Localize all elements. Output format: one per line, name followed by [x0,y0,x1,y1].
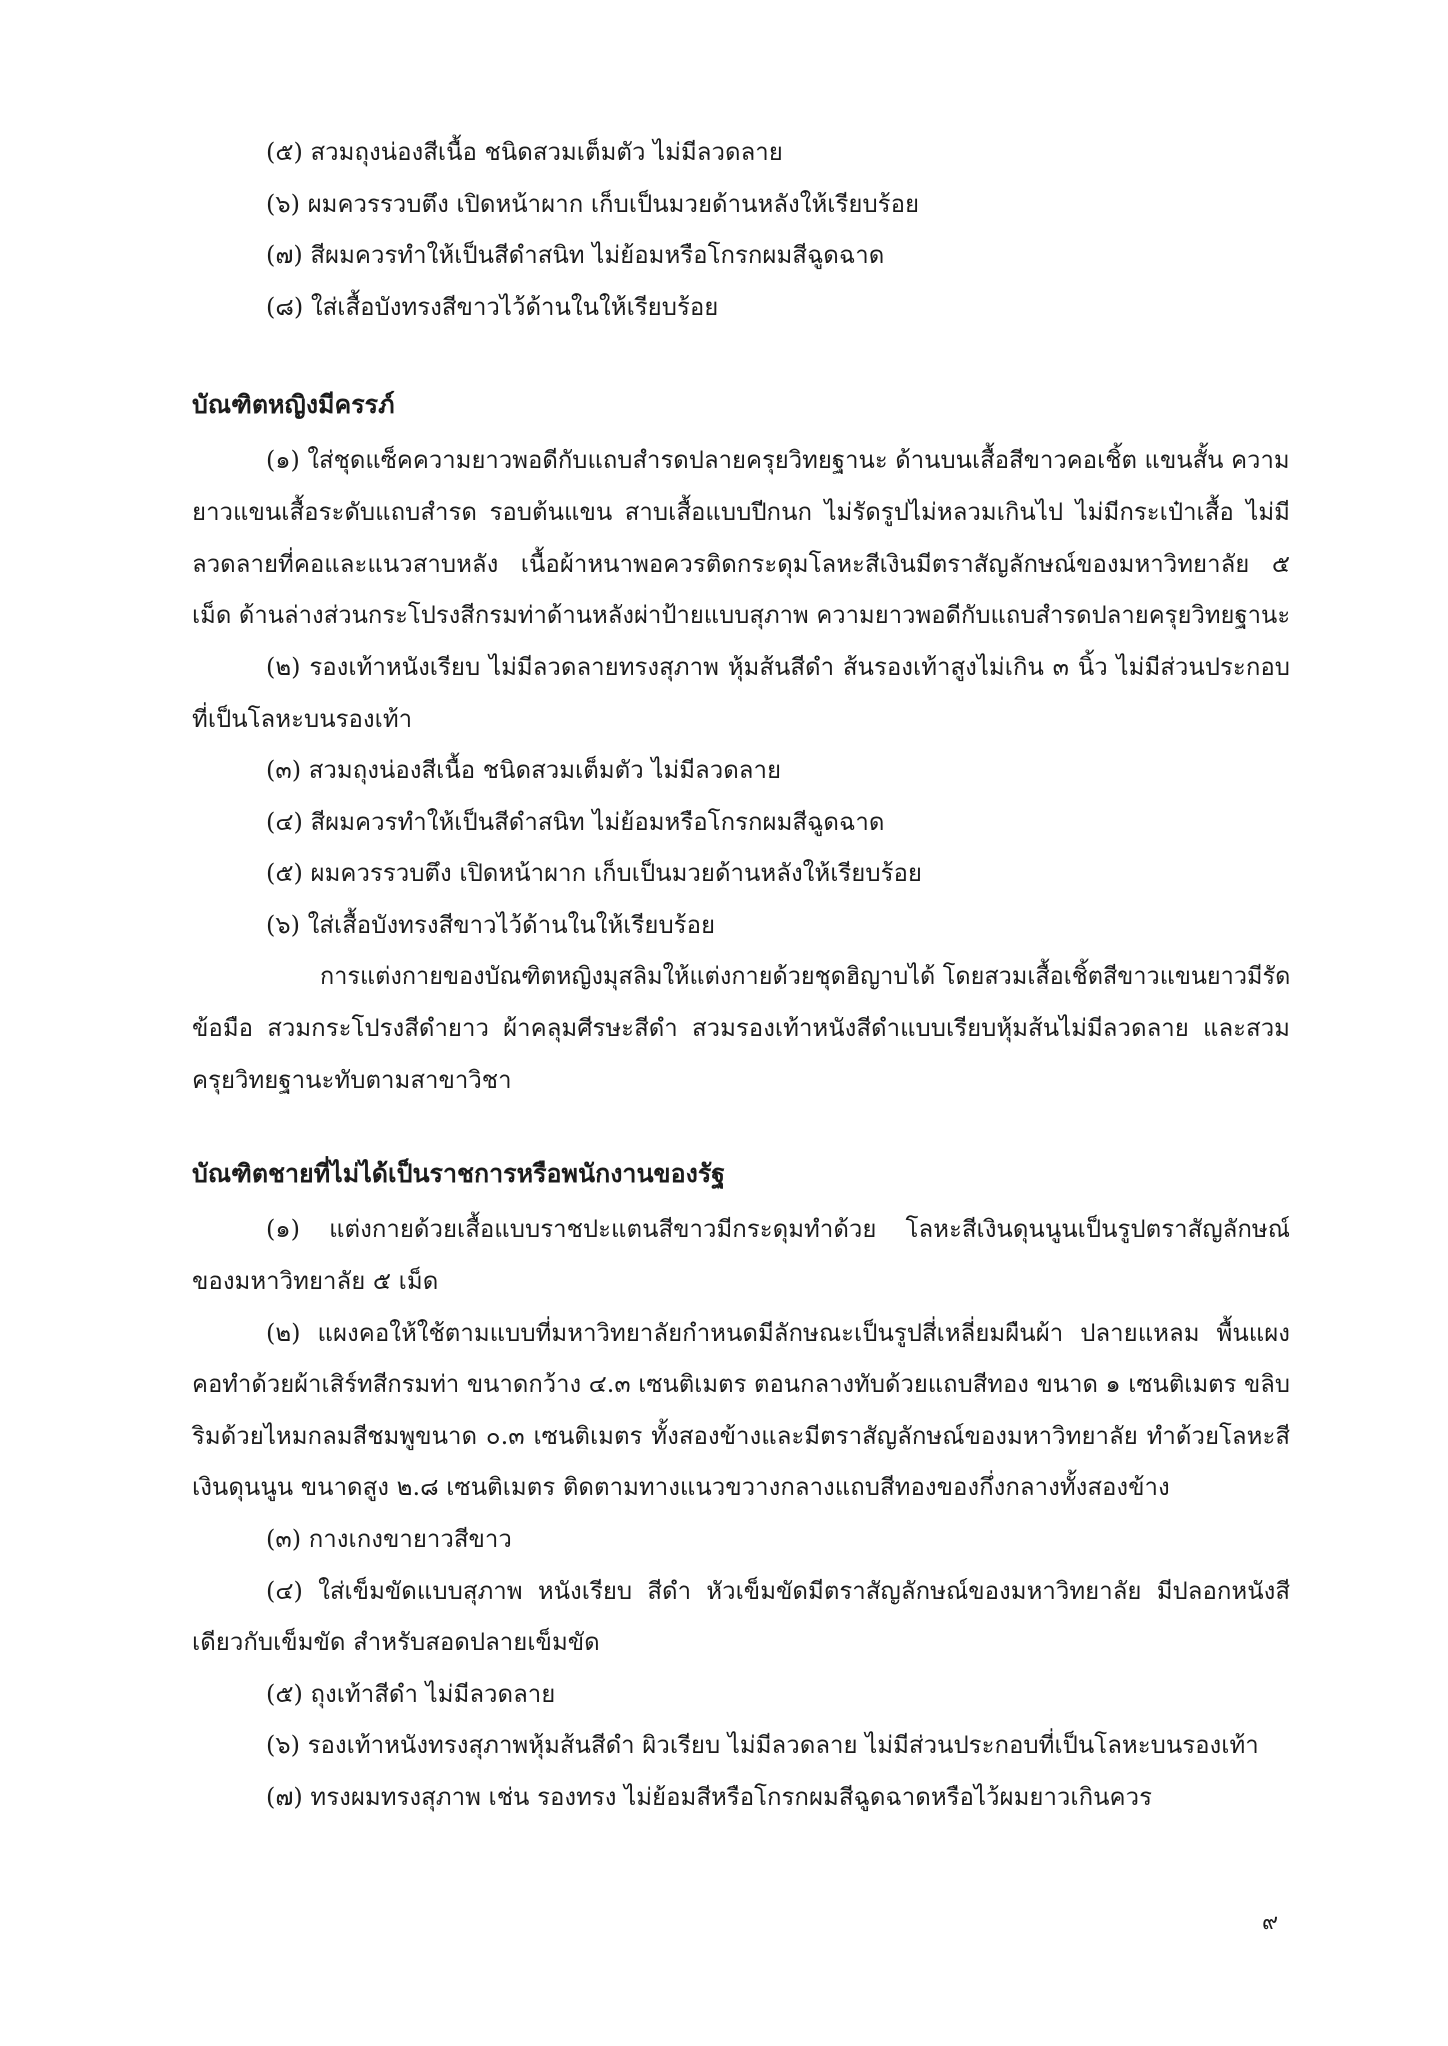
section-heading: บัณฑิตชายที่ไม่ได้เป็นราชการหรือพนักงานของรัฐ [192,1159,726,1188]
paragraph-line: ของมหาวิทยาลัย ๕ เม็ด [192,1267,439,1295]
list-item: (๕) ผมควรรวบตึง เปิดหน้าผาก เก็บเป็นมวยด้านหลังให้เรียบร้อย [266,859,922,887]
list-item: (๓) สวมถุงน่องสีเนื้อ ชนิดสวมเต็มตัว ไม่มีลวดลาย [266,756,782,784]
paragraph-line: เดียวกับเข็มขัด สำหรับสอดปลายเข็มขัด [192,1628,600,1656]
paragraph-line: เงินดุนนูน ขนาดสูง ๒.๘ เซนติเมตร ติดตามทางแนวขวางกลางแถบสีทองของกึ่งกลางทั้งสองข้าง [192,1473,1170,1501]
paragraph-line: ข้อมือ สวมกระโปรงสีดำยาว ผ้าคลุมศีรษะสีดำ สวมรองเท้าหนังสีดำแบบเรียบหุ้มส้นไม่มีลวดลาย และสวม [192,1014,1290,1042]
paragraph-line: ที่เป็นโลหะบนรองเท้า [192,705,413,733]
paragraph-line: คอทำด้วยผ้าเสิร์ทสีกรมท่า ขนาดกว้าง ๔.๓ เซนติเมตร ตอนกลางทับด้วยแถบสีทอง ขนาด ๑ เซนติเมตร ขลิบ [192,1370,1291,1398]
list-item: (๕) ถุงเท้าสีดำ ไม่มีลวดลาย [266,1680,556,1708]
paragraph-line: (๒) รองเท้าหนังเรียบ ไม่มีลวดลายทรงสุภาพ หุ้มส้นสีดำ ส้นรองเท้าสูงไม่เกิน ๓ นิ้ว ไม่มีส่วนประกอบ [266,653,1290,681]
page-number: ๙ [1262,1910,1279,1935]
list-item: (๕) สวมถุงน่องสีเนื้อ ชนิดสวมเต็มตัว ไม่มีลวดลาย [266,138,783,166]
paragraph-line: (๔) ใส่เข็มขัดแบบสุภาพ หนังเรียบ สีดำ หัวเข็มขัดมีตราสัญลักษณ์ของมหาวิทยาลัย มีปลอกหนังสี [266,1577,1290,1605]
list-item: (๖) ใส่เสื้อบังทรงสีขาวไว้ด้านในให้เรียบร้อย [266,911,716,939]
paragraph-line: (๑) แต่งกายด้วยเสื้อแบบราชปะแตนสีขาวมีกระดุมทำด้วย โลหะสีเงินดุนนูนเป็นรูปตราสัญลักษณ์ [266,1215,1290,1243]
paragraph-line: (๒) แผงคอให้ใช้ตามแบบที่มหาวิทยาลัยกำหนดมีลักษณะเป็นรูปสี่เหลี่ยมผืนผ้า ปลายแหลม พื้นแผง [266,1319,1290,1347]
list-item: (๖) รองเท้าหนังทรงสุภาพหุ้มส้นสีดำ ผิวเรียบ ไม่มีลวดลาย ไม่มีส่วนประกอบที่เป็นโลหะบนรองเท้า [266,1731,1259,1759]
list-item: (๗) ทรงผมทรงสุภาพ เช่น รองทรง ไม่ย้อมสีหรือโกรกผมสีฉูดฉาดหรือไว้ผมยาวเกินควร [266,1783,1152,1811]
list-item: (๓) กางเกงขายาวสีขาว [266,1525,512,1553]
paragraph-line: เม็ด ด้านล่างส่วนกระโปรงสีกรมท่าด้านหลังผ่าป้ายแบบสุภาพ ความยาวพอดีกับแถบสำรดปลายครุยวิทยฐานะ [192,601,1291,629]
list-item: (๗) สีผมควรทำให้เป็นสีดำสนิท ไม่ย้อมหรือโกรกผมสีฉูดฉาด [266,241,885,269]
paragraph-line: ลวดลายที่คอและแนวสาบหลัง เนื้อผ้าหนาพอควรติดกระดุมโลหะสีเงินมีตราสัญลักษณ์ของมหาวิทยาลัย ๕ [192,550,1290,578]
paragraph-line: การแต่งกายของบัณฑิตหญิงมุสลิมให้แต่งกายด้วยชุดฮิญาบได้ โดยสวมเสื้อเชิ้ตสีขาวแขนยาวมีรัด [320,962,1291,990]
list-item: (๖) ผมควรรวบตึง เปิดหน้าผาก เก็บเป็นมวยด้านหลังให้เรียบร้อย [266,190,920,218]
section-heading: บัณฑิตหญิงมีครรภ์ [192,390,395,419]
paragraph-line: ริมด้วยไหมกลมสีชมพูขนาด ๐.๓ เซนติเมตร ทั้งสองข้างและมีตราสัญลักษณ์ของมหาวิทยาลัย ทำด้วยโลหะสี [192,1422,1290,1450]
list-item: (๔) สีผมควรทำให้เป็นสีดำสนิท ไม่ย้อมหรือโกรกผมสีฉูดฉาด [266,808,885,836]
list-item: (๘) ใส่เสื้อบังทรงสีขาวไว้ด้านในให้เรียบร้อย [266,293,719,321]
paragraph-line: ยาวแขนเสื้อระดับแถบสำรด รอบต้นแขน สาบเสื้อแบบปีกนก ไม่รัดรูปไม่หลวมเกินไป ไม่มีกระเป๋าเสื้อ ไม่มี [192,498,1290,526]
paragraph-line: ครุยวิทยฐานะทับตามสาขาวิชา [192,1066,512,1094]
paragraph-line: (๑) ใส่ชุดแซ็คความยาวพอดีกับแถบสำรดปลายครุยวิทยฐานะ ด้านบนเสื้อสีขาวคอเชิ้ต แขนสั้น ความ [266,446,1290,474]
